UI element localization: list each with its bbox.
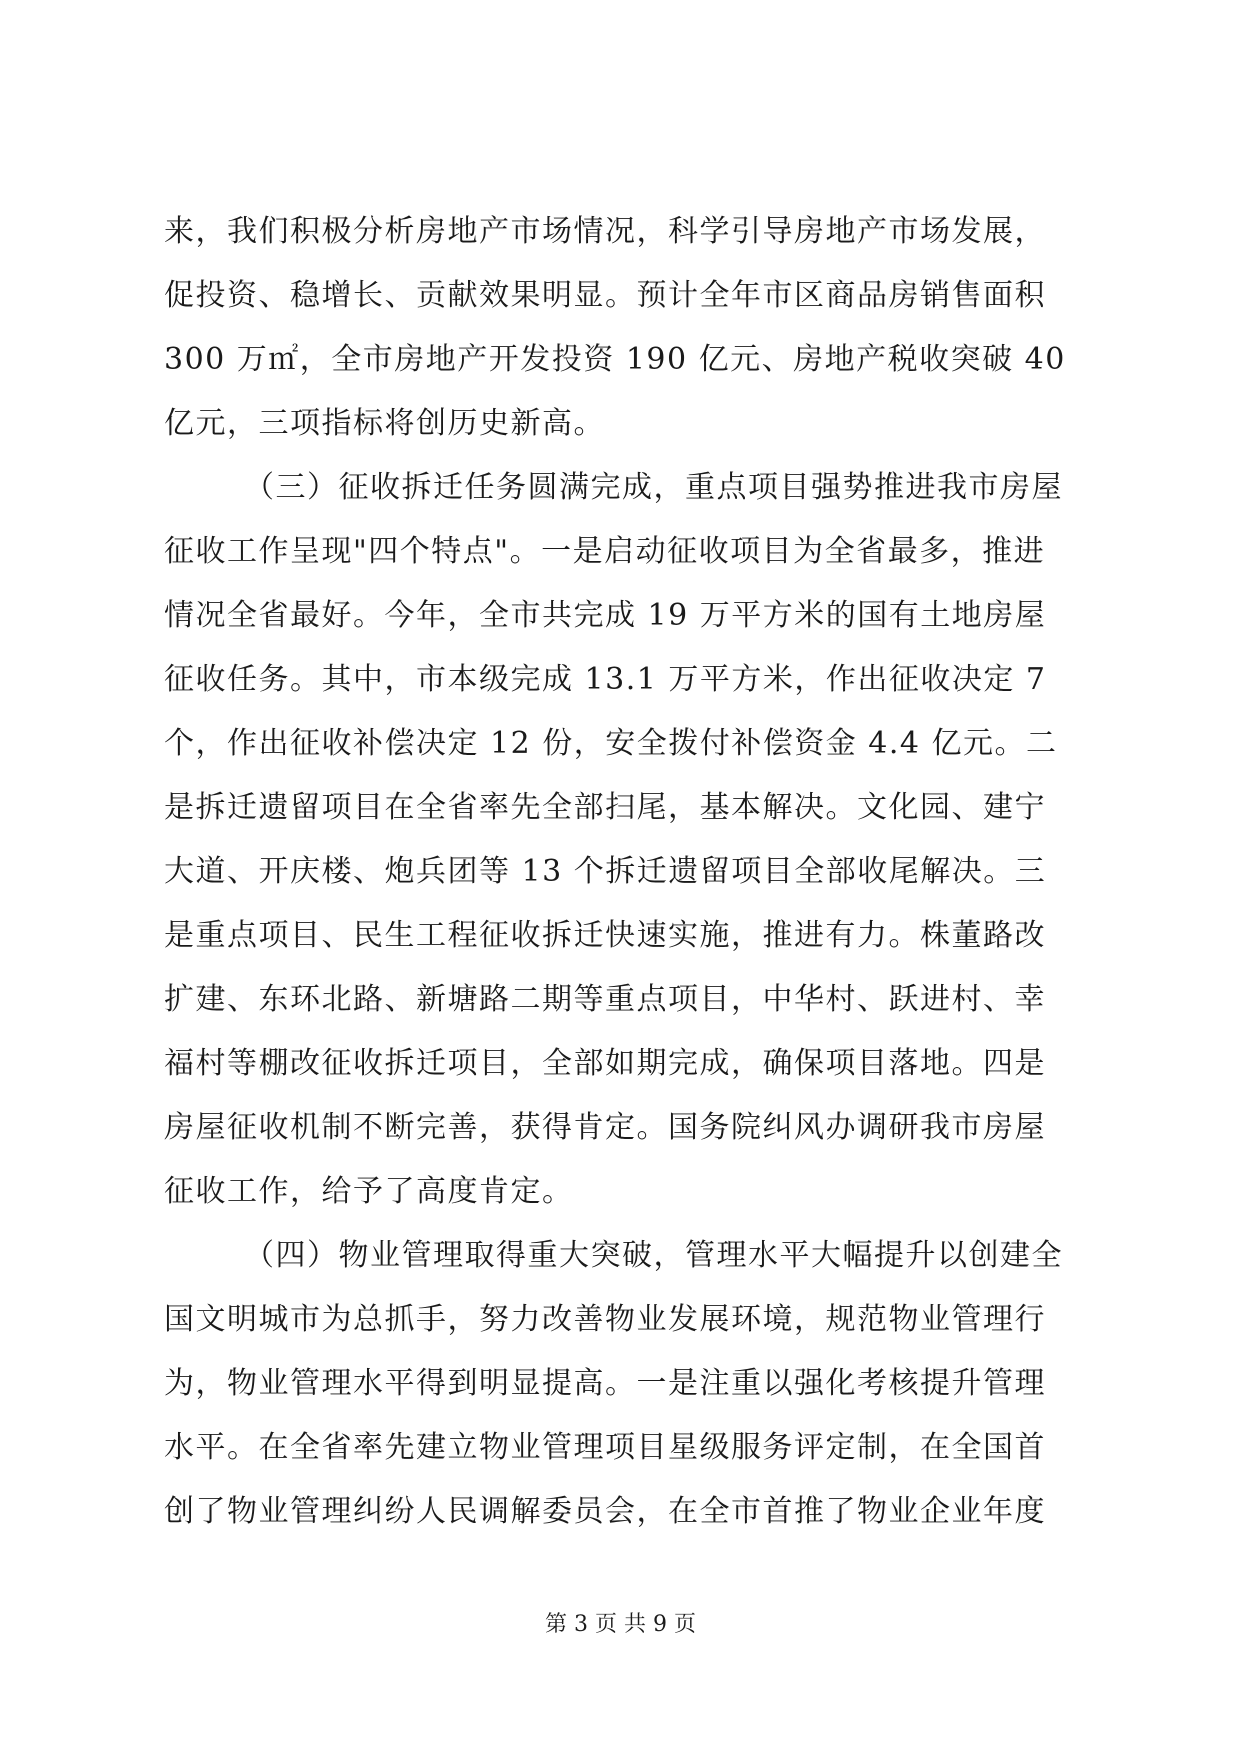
text-line: 征收工作，给予了高度肯定。 <box>164 1174 574 1209</box>
text-line: 水平。在全省率先建立物业管理项目星级服务评定制，在全国首 <box>164 1430 1046 1465</box>
text-line: 福村等棚改征收拆迁项目，全部如期完成，确保项目落地。四是 <box>164 1046 1046 1081</box>
text-line: 为，物业管理水平得到明显提高。一是注重以强化考核提升管理 <box>164 1366 1046 1401</box>
page-footer <box>0 1610 1241 1640</box>
text-line: 300 万㎡，全市房地产开发投资 190 亿元、房地产税收突破 40 <box>164 342 1066 377</box>
text-line: 创了物业管理纠纷人民调解委员会，在全市首推了物业企业年度 <box>164 1494 1046 1529</box>
paragraph-heading-4: （四）物业管理取得重大突破，管理水平大幅提升以创建全 <box>244 1238 1063 1273</box>
text-line: 情况全省最好。今年，全市共完成 19 万平方米的国有土地房屋 <box>164 598 1047 633</box>
text-line: 大道、开庆楼、炮兵团等 13 个拆迁遗留项目全部收尾解决。三 <box>164 854 1047 889</box>
text-line: 亿元，三项指标将创历史新高。 <box>164 406 605 441</box>
text-line: 国文明城市为总抓手，努力改善物业发展环境，规范物业管理行 <box>164 1302 1046 1337</box>
text-line: 是拆迁遗留项目在全省率先全部扫尾，基本解决。文化园、建宁 <box>164 790 1046 825</box>
paragraph-heading-3: （三）征收拆迁任务圆满完成，重点项目强势推进我市房屋 <box>244 470 1063 505</box>
text-line: 房屋征收机制不断完善，获得肯定。国务院纠风办调研我市房屋 <box>164 1110 1046 1145</box>
text-line: 是重点项目、民生工程征收拆迁快速实施，推进有力。株董路改 <box>164 918 1046 953</box>
text-line: 征收任务。其中，市本级完成 13.1 万平方米，作出征收决定 7 <box>164 662 1047 697</box>
text-line: 扩建、东环北路、新塘路二期等重点项目，中华村、跃进村、幸 <box>164 982 1046 1017</box>
text-line: 征收工作呈现"四个特点"。一是启动征收项目为全省最多，推进 <box>164 534 1046 569</box>
body-text <box>164 200 1076 1544</box>
text-line: 促投资、稳增长、贡献效果明显。预计全年市区商品房销售面积 <box>164 278 1046 313</box>
page-number: 第 3 页 共 9 页 <box>545 1612 696 1637</box>
text-line: 来，我们积极分析房地产市场情况，科学引导房地产市场发展， <box>164 214 1046 249</box>
text-line: 个，作出征收补偿决定 12 份，安全拨付补偿资金 4.4 亿元。二 <box>164 726 1058 761</box>
